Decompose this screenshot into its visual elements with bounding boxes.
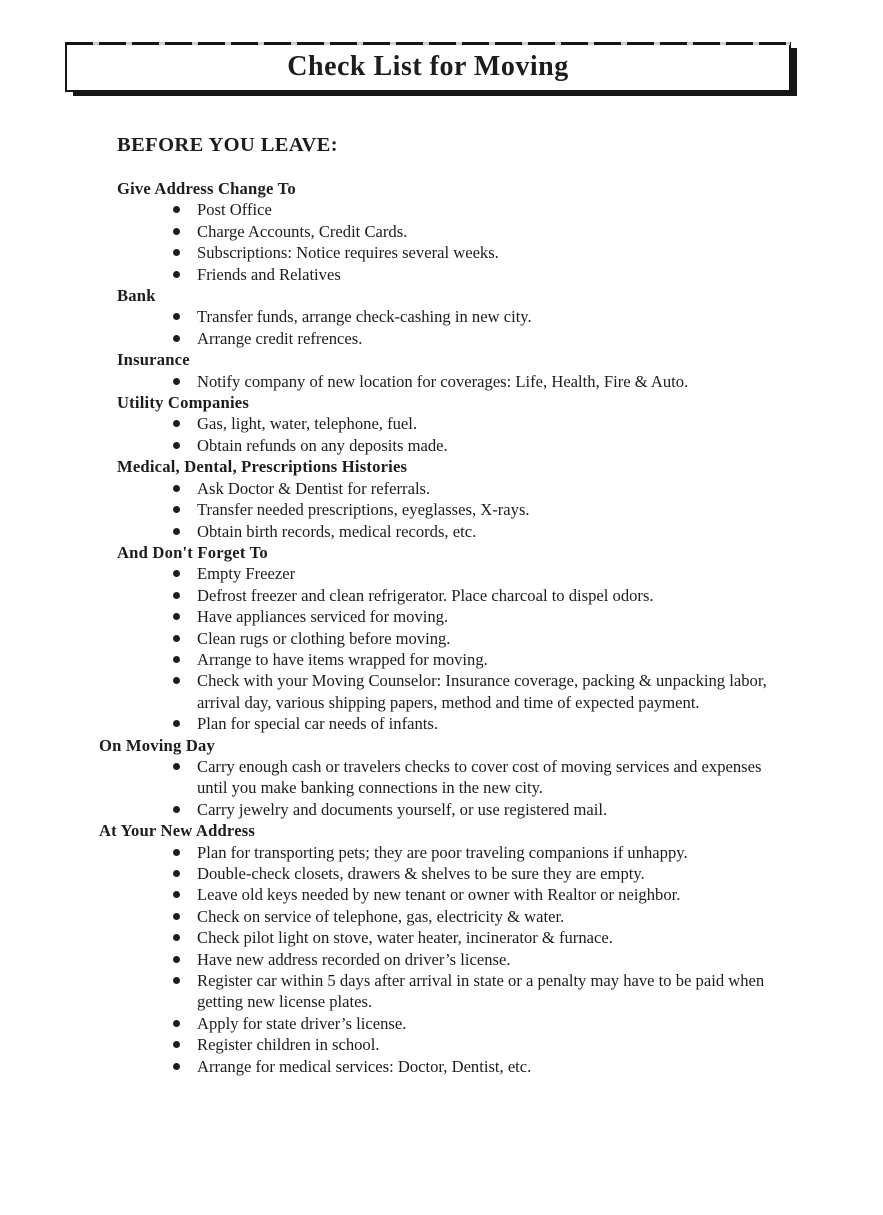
checklist-item [0, 863, 883, 884]
bullet-icon [173, 870, 180, 877]
bullet-icon [173, 1063, 180, 1070]
checklist-item-text: Notify company of new location for coverages: Life, Health, Fire & Auto. [197, 371, 689, 391]
checklist-item-text: Leave old keys needed by new tenant or owner with Realtor or neighbor. [197, 885, 681, 905]
checklist-item [0, 949, 883, 970]
checklist-item-text: Register children in school. [197, 1035, 380, 1055]
checklist-section [0, 735, 883, 821]
checklist-item [0, 521, 883, 542]
checklist-item [0, 264, 883, 285]
title-banner [65, 42, 791, 92]
bullet-icon [173, 635, 180, 642]
section-heading: Give Address Change To [117, 179, 296, 198]
checklist-item-text: Plan for special car needs of infants. [197, 714, 438, 734]
checklist-item [0, 221, 883, 242]
bullet-icon [173, 206, 180, 213]
checklist-item-text: Obtain refunds on any deposits made. [197, 435, 448, 455]
checklist-item [0, 199, 883, 220]
bullet-icon [173, 485, 180, 492]
checklist-item-text: Ask Doctor & Dentist for referrals. [197, 478, 431, 498]
checklist-item [0, 927, 883, 948]
checklist-item [0, 1013, 883, 1034]
checklist-item-text: Defrost freezer and clean refrigerator. Place charcoal to dispel odors. [197, 585, 654, 605]
checklist-item [0, 713, 883, 734]
section-heading: And Don't Forget To [117, 542, 268, 562]
checklist-section [0, 392, 883, 456]
checklist-section [0, 178, 883, 285]
bullet-icon [173, 271, 180, 278]
checklist-item-text: Plan for transporting pets; they are poor traveling companions if unhappy. [197, 842, 688, 862]
checklist-item [0, 306, 883, 327]
checklist-item [0, 906, 883, 927]
checklist-item [0, 970, 883, 1013]
checklist-item-text: Have appliances serviced for moving. [197, 607, 449, 627]
checklist-item-text: Transfer needed prescriptions, eyeglasses, X-rays. [197, 500, 530, 520]
bullet-icon [173, 313, 180, 320]
checklist-item-text: Post Office [197, 200, 272, 220]
bullet-icon [173, 528, 180, 535]
bullet-icon [173, 249, 180, 256]
checklist-item-text: Clean rugs or clothing before moving. [197, 628, 451, 648]
section-heading: On Moving Day [99, 735, 216, 755]
section-items [0, 756, 883, 820]
checklist-item-text: Double-check closets, drawers & shelves to be sure they are empty. [197, 864, 645, 883]
bullet-icon [173, 891, 180, 898]
checklist-item-text: Check pilot light on stove, water heater, incinerator & furnace. [197, 928, 613, 948]
checklist-item-text: Friends and Relatives [197, 264, 341, 284]
checklist-item [0, 649, 883, 670]
checklist-item-text: Charge Accounts, Credit Cards. [197, 221, 408, 241]
bullet-icon [173, 956, 180, 963]
section-items [0, 478, 883, 542]
checklist [0, 178, 883, 1077]
checklist-item-text: Check on service of telephone, gas, electricity & water. [197, 906, 565, 926]
checklist-item-text: Carry jewelry and documents yourself, or use registered mail. [197, 799, 608, 819]
checklist-item [0, 670, 883, 713]
bullet-icon [173, 1041, 180, 1048]
bullet-icon [173, 420, 180, 427]
checklist-item [0, 499, 883, 520]
checklist-item [0, 799, 883, 820]
checklist-item [0, 1056, 883, 1077]
checklist-item [0, 371, 883, 392]
bullet-icon [173, 806, 180, 813]
section-heading: Utility Companies [117, 393, 250, 413]
bullet-icon [173, 378, 180, 385]
checklist-item [0, 435, 883, 456]
section-heading: At Your New Address [99, 821, 256, 841]
checklist-item-text: Register car within 5 days after arrival in state or a penalty may have to be paid when getting new license plates. [197, 971, 765, 1012]
checklist-section [0, 349, 883, 392]
bullet-icon [173, 335, 180, 342]
checklist-item [0, 628, 883, 649]
checklist-item [0, 478, 883, 499]
bullet-icon [173, 849, 180, 856]
bullet-icon [173, 592, 180, 599]
section-items [0, 842, 883, 1077]
bullet-icon [173, 613, 180, 620]
checklist-item-text: Gas, light, water, telephone, fuel. [197, 414, 418, 434]
checklist-item-text: Arrange to have items wrapped for moving. [197, 649, 488, 669]
bullet-icon [173, 506, 180, 513]
page-title: Check List for Moving [287, 51, 569, 82]
section-items [0, 413, 883, 456]
document-content [0, 133, 883, 1077]
bullet-icon [173, 977, 180, 984]
checklist-item-text: Empty Freezer [197, 564, 296, 584]
checklist-item-text: Arrange for medical services: Doctor, Dentist, etc. [197, 1056, 532, 1076]
checklist-item [0, 606, 883, 627]
checklist-section [0, 285, 883, 349]
section-heading: Medical, Dental, Prescriptions Histories [117, 457, 408, 477]
checklist-item [0, 563, 883, 584]
section-items [0, 199, 883, 285]
bullet-icon [173, 913, 180, 920]
section-items [0, 371, 883, 392]
checklist-item [0, 1034, 883, 1055]
bullet-icon [173, 934, 180, 941]
checklist-item-text: Arrange credit refrences. [197, 328, 363, 348]
checklist-section [0, 820, 883, 1077]
checklist-section [0, 542, 883, 735]
checklist-item [0, 842, 883, 863]
checklist-item [0, 884, 883, 905]
bullet-icon [173, 677, 180, 684]
bullet-icon [173, 228, 180, 235]
bullet-icon [173, 1020, 180, 1027]
checklist-item [0, 413, 883, 434]
checklist-item-text: Have new address recorded on driver’s license. [197, 949, 511, 969]
section-items [0, 306, 883, 349]
checklist-item [0, 585, 883, 606]
checklist-item [0, 756, 883, 799]
section-heading: Insurance [117, 350, 190, 370]
checklist-item [0, 242, 883, 263]
checklist-item-text: Obtain birth records, medical records, etc. [197, 521, 477, 541]
before-you-leave-heading: BEFORE YOU LEAVE: [117, 134, 338, 156]
checklist-section [0, 456, 883, 542]
checklist-item-text: Check with your Moving Counselor: Insurance coverage, packing & unpacking labor, arrival day, various shipping papers, method and time of expected payment. [197, 671, 767, 712]
section-items [0, 563, 883, 734]
checklist-item-text: Transfer funds, arrange check-cashing in new city. [197, 307, 532, 327]
bullet-icon [173, 570, 180, 577]
bullet-icon [173, 442, 180, 449]
section-heading: Bank [117, 286, 156, 306]
bullet-icon [173, 763, 180, 770]
bullet-icon [173, 656, 180, 663]
bullet-icon [173, 720, 180, 727]
checklist-item-text: Subscriptions: Notice requires several weeks. [197, 243, 499, 263]
checklist-item-text: Apply for state driver’s license. [197, 1013, 407, 1033]
checklist-item-text: Carry enough cash or travelers checks to cover cost of moving services and expenses until you make banking connections in the new city. [197, 756, 762, 798]
checklist-item [0, 328, 883, 349]
